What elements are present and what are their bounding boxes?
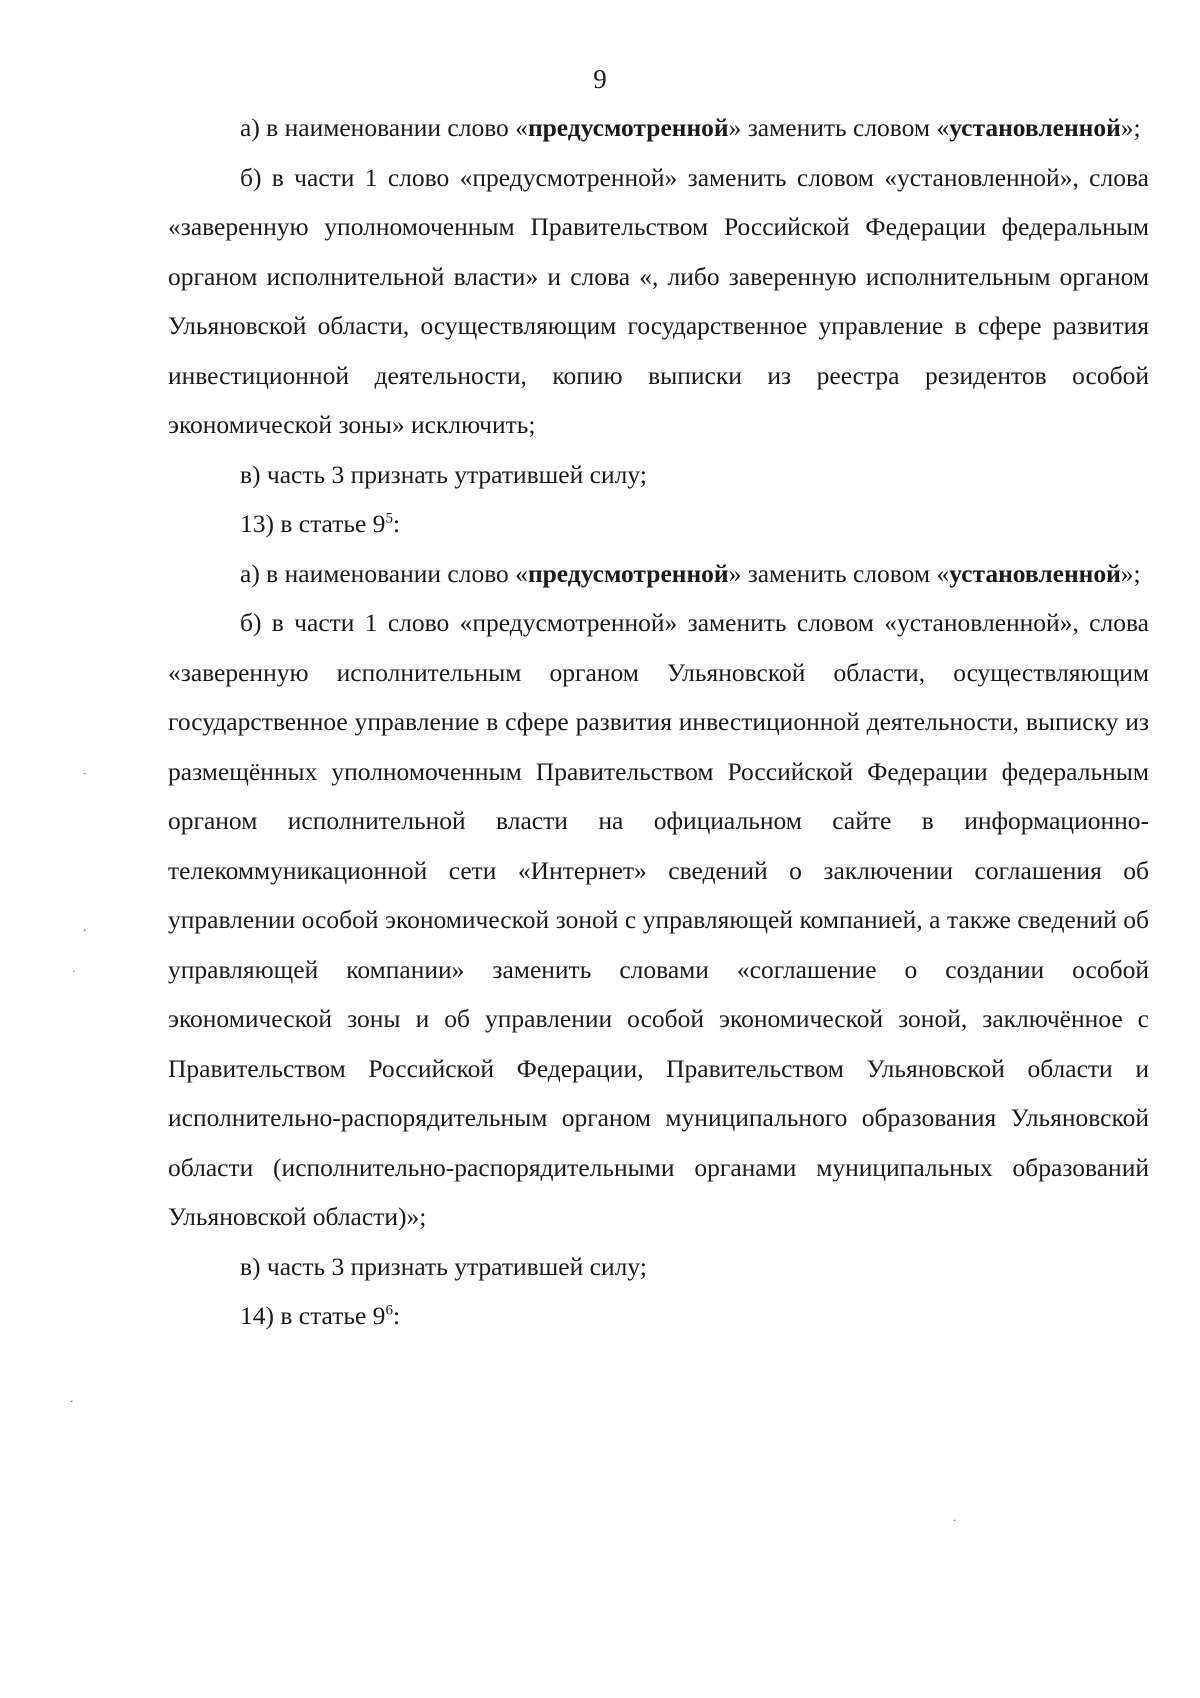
scan-speck: ˙	[82, 771, 88, 784]
paragraph-b-part1-amendment-2: б) в части 1 слово «предусмотренной» заменить словом «установленной», слова «заверенную исполнительным органом Ульяновской области, осуществляющим государственное управление в сфере развития инвестиционной деятельности, выписку из размещённых уполномоченным Правительством Российской Федерации федеральным органом исполнительной власти на официальном сайте в информационно-телекоммуникационной сети «Интернет» сведений о заключении соглашения об управлении особой экономической зоной с управляющей компанией, а также сведений об управляющей компании» заменить словами «соглашение о создании особой экономической зоны и об управлении особой экономической зоной, заключённое с Правительством Российской Федерации, Правительством Ульяновской области и исполнительно-распорядительным органом муниципального образования Ульяновской области (исполнительно-распорядительными органами муниципальных образований Ульяновской области)»;	[168, 608, 1149, 1231]
scan-speck: ·	[72, 965, 76, 978]
paragraph-b-part1-amendment: б) в части 1 слово «предусмотренной» заменить словом «установленной», слова «заверенную уполномоченным Правительством Российской Федерации федеральным органом исполнительной власти» и слова «, либо заверенную исполнительным органом Ульяновской области, осуществляющим государственное управление в сфере развития инвестиционной деятельности, копию выписки из реестра резидентов особой экономической зоны» исключить;	[168, 162, 1149, 439]
bold-term: предусмотренной	[527, 113, 729, 142]
text-run: а) в наименовании слово «	[240, 113, 528, 142]
text-run: » заменить словом «	[728, 113, 950, 142]
text-run: » заменить словом «	[728, 558, 950, 588]
paragraph-a-title-amendment	[168, 103, 1149, 153]
bold-term: установленной	[949, 558, 1121, 588]
paragraph-v-part3-repeal: в) часть 3 признать утратившей силу;	[240, 459, 647, 489]
text-run: 13) в статье 9	[240, 509, 386, 538]
bold-term: предусмотренной	[527, 558, 729, 588]
article-superscript: 6	[385, 1302, 393, 1319]
article-superscript: 5	[385, 510, 393, 527]
bold-term: установленной	[949, 113, 1121, 142]
document-body	[168, 103, 1149, 1341]
text-run: 14) в статье 9	[240, 1301, 386, 1330]
item-13-heading	[168, 499, 1149, 549]
paragraph-v-part3-repeal-2: в) часть 3 признать утратившей силу;	[240, 1251, 647, 1281]
paragraph-a-title-amendment-2	[168, 549, 1149, 599]
scan-speck: ·	[70, 1395, 74, 1408]
text-run: :	[392, 1301, 401, 1330]
scan-speck: ·	[953, 1514, 957, 1527]
item-14-heading	[168, 1291, 1149, 1341]
scan-speck: ˛	[82, 919, 88, 932]
text-run: »;	[1120, 558, 1141, 588]
text-run: »;	[1120, 113, 1141, 142]
text-run: а) в наименовании слово «	[240, 558, 528, 588]
text-run: :	[392, 509, 401, 538]
page-number: 9	[593, 64, 607, 94]
